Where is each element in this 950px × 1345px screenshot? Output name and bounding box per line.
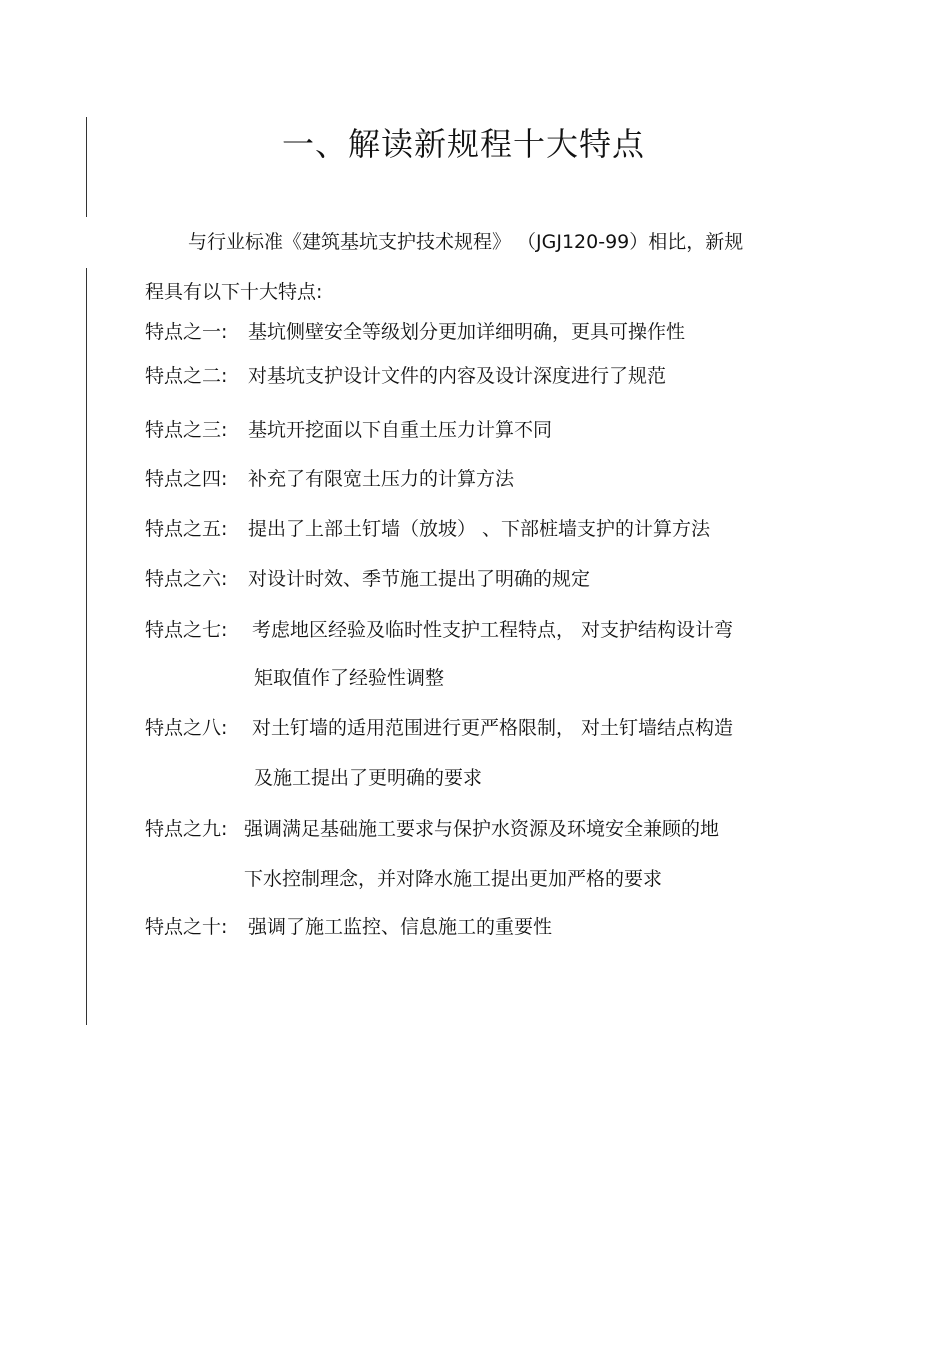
- feature-continuation: 矩取值作了经验性调整: [254, 667, 445, 689]
- feature-text: 对基坑支护设计文件的内容及设计深度进行了规范: [248, 365, 667, 387]
- feature-text: 基坑开挖面以下自重土压力计算不同: [248, 419, 553, 441]
- feature-label: 特点之七:: [145, 619, 228, 641]
- feature-text: 对设计时效、季节施工提出了明确的规定: [248, 568, 591, 590]
- feature-text: 补充了有限宽土压力的计算方法: [248, 468, 515, 490]
- margin-rule-top: [86, 117, 87, 217]
- feature-text: 考虑地区经验及临时性支护工程特点， 对支护结构设计弯: [252, 619, 734, 641]
- feature-text: 强调了施工监控、信息施工的重要性: [248, 916, 553, 938]
- feature-label: 特点之三:: [145, 419, 228, 441]
- intro-line-1: 与行业标准《建筑基坑支护技术规程》 （JGJ120-99）相比，新规: [188, 231, 744, 253]
- feature-text: 基坑侧壁安全等级划分更加详细明确，更具可操作性: [248, 321, 686, 343]
- feature-label: 特点之四:: [145, 468, 228, 490]
- feature-continuation: 及施工提出了更明确的要求: [254, 767, 483, 789]
- margin-rule-bottom: [86, 268, 87, 1025]
- feature-text: 强调满足基础施工要求与保护水资源及环境安全兼顾的地: [244, 818, 720, 840]
- feature-text: 对土钉墙的适用范围进行更严格限制， 对土钉墙结点构造: [252, 717, 734, 739]
- feature-label: 特点之八:: [145, 717, 228, 739]
- feature-text: 提出了上部土钉墙（放坡） 、下部桩墙支护的计算方法: [248, 518, 711, 540]
- feature-label: 特点之九:: [145, 818, 228, 840]
- feature-label: 特点之五:: [145, 518, 228, 540]
- intro-line-2: 程具有以下十大特点:: [145, 281, 323, 303]
- feature-label: 特点之六:: [145, 568, 228, 590]
- feature-continuation: 下水控制理念，并对降水施工提出更加严格的要求: [244, 868, 663, 890]
- feature-label: 特点之二:: [145, 365, 228, 387]
- page-title: 一、解读新规程十大特点: [282, 125, 646, 163]
- feature-label: 特点之一:: [145, 321, 228, 343]
- feature-label: 特点之十:: [145, 916, 228, 938]
